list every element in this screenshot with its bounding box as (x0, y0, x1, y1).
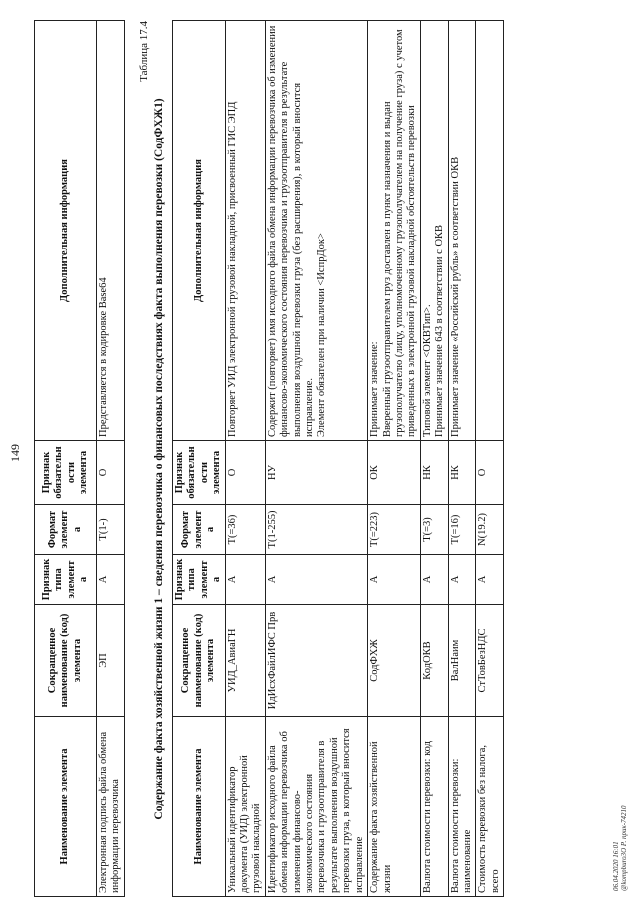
cell: Т(1-) (97, 505, 125, 555)
top-table (34, 20, 125, 897)
cell: Т(=36) (225, 505, 265, 555)
cell: СтТовБезНДС (476, 605, 504, 717)
header-cell: Признак типа элемента (173, 555, 226, 605)
header-cell: Сокращенное наименование (код) элемента (173, 605, 226, 717)
cell: ЭП (97, 605, 125, 717)
cell (476, 21, 504, 441)
cell: Идентификатор исходного файла обмена информации перевозчика об изменении финансово-экономического состояния перевозчика и грузоотправителя в результате выполнения воздушной перевозки груза, в который вносится исправление (265, 717, 367, 897)
header-cell: Признак обязательности элемента (173, 441, 226, 505)
cell: УИД_АвиаГН (225, 605, 265, 717)
cell: Принимает значение: Вверенный грузоотправителем груз доставлен в пункт назначения и выдан грузополучателю (лицу, уполномоченному грузополучателем на получение груза) с учетом приведенных в электронной грузовой накладной обстоятельств перевозки (368, 21, 421, 441)
cell: А (420, 555, 448, 605)
header-cell: Формат элемента (35, 505, 97, 555)
cell: А (368, 555, 421, 605)
cell: Т(=223) (368, 505, 421, 555)
table-row (225, 21, 265, 897)
cell: НК (448, 441, 476, 505)
header-cell: Дополнительная информация (173, 21, 226, 441)
table-row (368, 21, 421, 897)
cell: Уникальный идентификатор документа (УИД) электронной грузовой накладной (225, 717, 265, 897)
cell: НУ (265, 441, 367, 505)
table-row (97, 21, 125, 897)
cell: Повторяет УИД электронной грузовой накладной, присвоенный ГИС ЭПД (225, 21, 265, 441)
cell: О (476, 441, 504, 505)
cell: А (476, 555, 504, 605)
header-cell: Признак обязательности элемента (35, 441, 97, 505)
header-cell: Сокращенное наименование (код) элемента (35, 605, 97, 717)
cell: О (97, 441, 125, 505)
cell: О (225, 441, 265, 505)
cell: ИдИсхФайлИФС Прв (265, 605, 367, 717)
cell: ОК (368, 441, 421, 505)
main-table (172, 20, 504, 897)
cell: ВалНаим (448, 605, 476, 717)
header-cell: Признак типа элемента (35, 555, 97, 605)
page-number: 149 (8, 444, 22, 462)
cell: N(19.2) (476, 505, 504, 555)
cell: А (265, 555, 367, 605)
table-row (265, 21, 367, 897)
cell: Типовой элемент <ОКВТип>. Принимает значение 643 в соответствии с ОКВ (420, 21, 448, 441)
cell: А (225, 555, 265, 605)
cell: Стоимость перевозки без налога, всего (476, 717, 504, 897)
cell: Содержит (повторяет) имя исходного файла обмена информации перевозчика об изменении финансово-экономического состояния перевозчика и грузоотправителя в результате выполнения воздушной перевозки груза (без расширения), в который вносится исправление. Элемент обязателен при наличии <ИспрДок> (265, 21, 367, 441)
header-cell: Наименование элемента (35, 717, 97, 897)
cell: Т(=16) (448, 505, 476, 555)
table-number: Таблица 17.4 (138, 21, 150, 82)
cell: СодФХЖ (368, 605, 421, 717)
header-cell: Дополнительная информация (35, 21, 97, 441)
table-row (448, 21, 476, 897)
footer-stamp (612, 591, 628, 891)
cell: НК (420, 441, 448, 505)
cell: КодОКВ (420, 605, 448, 717)
table-title: Содержание факта хозяйственной жизни 1 – сведения перевозчика о финансовых последствиях факта выполнения перевозки (СодФХЖ1) (153, 98, 165, 820)
header-cell: Наименование элемента (173, 717, 226, 897)
header-cell: Формат элемента (173, 505, 226, 555)
cell: А (97, 555, 125, 605)
cell: Представляется в кодировке Base64 (97, 21, 125, 441)
cell: Содержание факта хозяйственной жизни (368, 717, 421, 897)
cell: Принимает значение «Российский рубль» в соответствии ОКВ (448, 21, 476, 441)
cell: А (448, 555, 476, 605)
cell: Т(1-255) (265, 505, 367, 555)
cell: Валюта стоимости перевозки: код (420, 717, 448, 897)
stamp-line: @kompburo3О Р. прик-74210 (620, 805, 628, 891)
table-row (420, 21, 448, 897)
cell: Т(=3) (420, 505, 448, 555)
table-row (476, 21, 504, 897)
cell: Электронная подпись файла обмена информации перевозчика (97, 717, 125, 897)
cell: Валюта стоимости перевозки: наименование (448, 717, 476, 897)
stamp-line: 06.04.2020 16:01 (612, 841, 620, 891)
